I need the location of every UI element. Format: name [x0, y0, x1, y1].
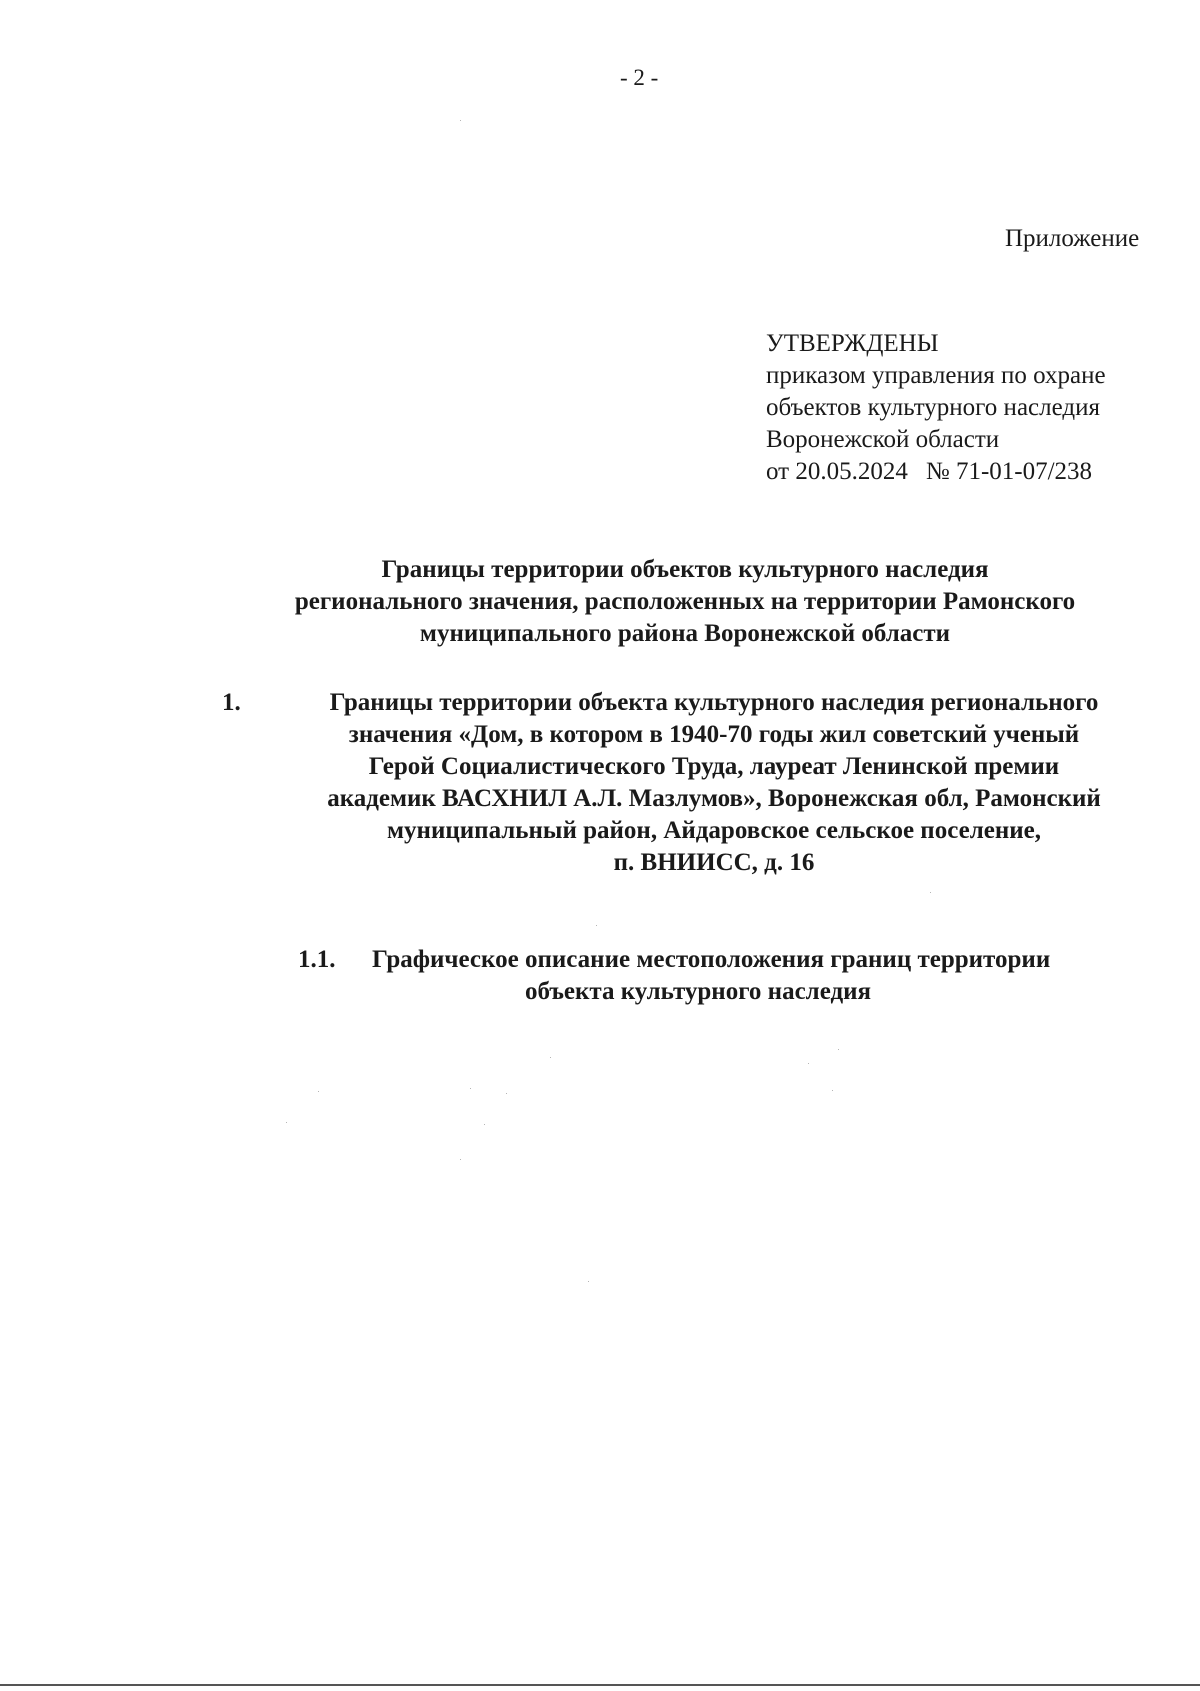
section-line: п. ВНИИСС, д. 16	[613, 849, 815, 876]
document-title	[200, 554, 1170, 650]
section-heading-1	[222, 687, 1182, 879]
scan-speck	[808, 1063, 809, 1064]
subsection-line: объекта культурного наследия	[524, 978, 872, 1005]
scan-speck	[930, 892, 931, 893]
section-heading-text	[246, 687, 1182, 879]
scan-speck	[460, 120, 461, 121]
section-line: Границы территории объекта культурного наследия регионального	[329, 689, 1099, 716]
approval-line: приказом управления по охране	[766, 362, 1106, 389]
approval-status: УТВЕРЖДЕНЫ	[766, 330, 939, 357]
scan-speck	[588, 1281, 589, 1282]
scan-speck	[506, 1093, 507, 1094]
subsection-heading-1-1	[298, 944, 1178, 1008]
scan-speck	[838, 1049, 839, 1050]
scan-speck	[286, 1122, 287, 1123]
approval-block	[766, 328, 1106, 488]
approval-order	[766, 456, 1106, 488]
scan-speck	[832, 1090, 833, 1091]
approval-line: объектов культурного наследия	[766, 394, 1100, 421]
scan-speck	[460, 1159, 461, 1160]
appendix-label: Приложение	[1005, 225, 1140, 252]
order-date: от 20.05.2024	[766, 458, 908, 485]
section-line: значения «Дом, в котором в 1940-70 годы жил советский ученый	[348, 721, 1080, 748]
title-line: Границы территории объектов культурного наследия	[381, 556, 989, 583]
section-line: Герой Социалистического Труда, лауреат Ленинской премии	[368, 753, 1060, 780]
approval-line: Воронежской области	[766, 426, 1000, 453]
section-line: академик ВАСХНИЛ А.Л. Мазлумов», Воронежская обл, Рамонский	[327, 785, 1101, 812]
section-line: муниципальный район, Айдаровское сельское поселение,	[387, 817, 1041, 844]
order-number: № 71-01-07/238	[925, 458, 1093, 485]
scan-speck	[484, 1124, 485, 1125]
section-number: 1.	[222, 689, 241, 716]
scan-speck	[550, 1057, 551, 1058]
title-line: муниципального района Воронежской области	[419, 620, 951, 647]
subsection-number: 1.1.	[298, 946, 336, 973]
scan-speck	[470, 1088, 471, 1089]
scan-speck	[596, 925, 597, 926]
subsection-line: Графическое описание местоположения границ территории	[372, 946, 1051, 973]
title-line: регионального значения, расположенных на территории Рамонского	[294, 588, 1076, 615]
scan-speck	[318, 1091, 319, 1092]
bottom-rule	[0, 1684, 1200, 1686]
page-number: - 2 -	[620, 65, 659, 90]
